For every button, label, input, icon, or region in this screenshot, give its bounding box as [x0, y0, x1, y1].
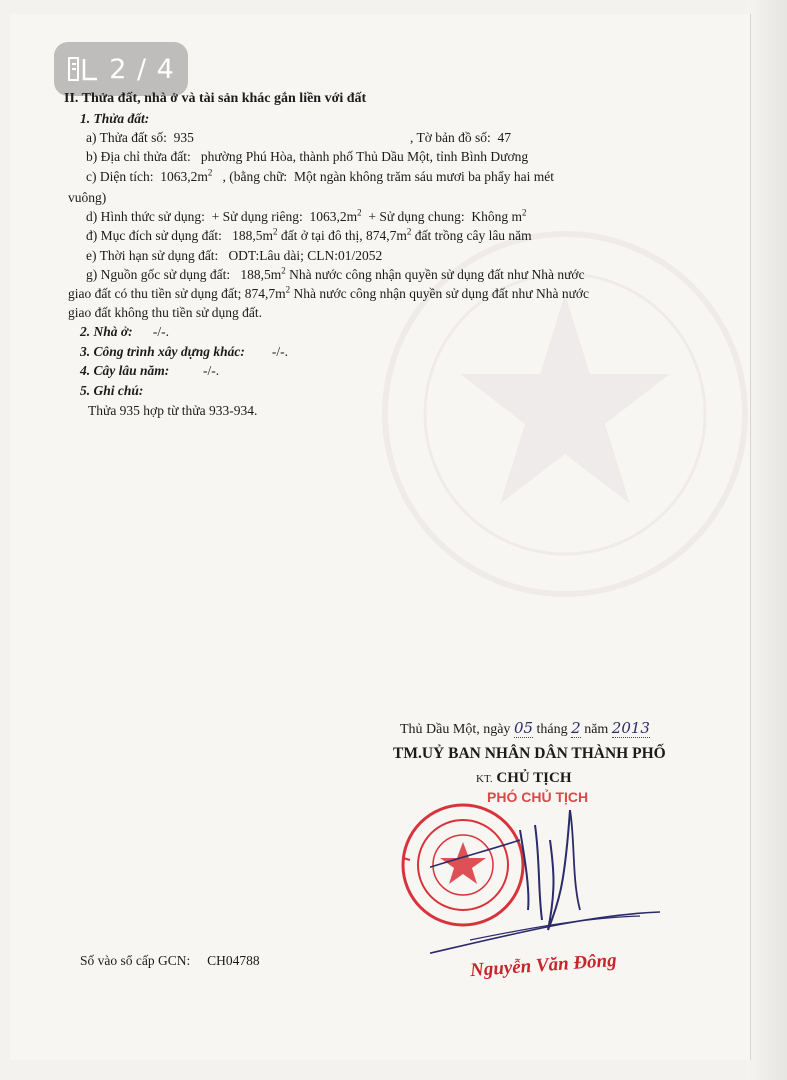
usage-term-row: e) Thời hạn sử dụng đất: ODT:Lâu dài; CLN:01/2052: [86, 248, 383, 263]
house-row: 2. Nhà ở: -/-.: [80, 324, 169, 339]
signer-role: KT. CHỦ TỊCH: [476, 770, 572, 786]
notes-value: Thửa 935 hợp từ thửa 933-934.: [88, 403, 258, 418]
notes-label: 5. Ghi chú:: [80, 383, 144, 398]
page-number: 2 / 4: [109, 53, 175, 85]
section-heading: II. Thửa đất, nhà ở và tài sản khác gắn liền với đất: [64, 91, 367, 106]
book-icon: [67, 55, 101, 83]
issuing-authority: TM.UỶ BAN NHÂN DÂN THÀNH PHỐ: [393, 745, 666, 762]
usage-purpose-row: đ) Mục đích sử dụng đất: $188,5m^2$ đất ở tại đô thị, $874,7m^2$ đất trồng cây lâu năm: [86, 226, 532, 243]
registry-number: Số vào sổ cấp GCN: CH04788: [80, 953, 260, 968]
signing-date: Thủ Dầu Một, ngày 05 tháng 2 năm 2013: [400, 719, 650, 737]
parcel-heading: 1. Thửa đất:: [80, 111, 150, 126]
origin-row-3: giao đất không thu tiền sử dụng đất.: [68, 305, 263, 320]
origin-row-2: giao đất có thu tiền sử dụng đất; $874,7m^2$ Nhà nước công nhận quyền sử dụng đất như Nhà nước: [68, 284, 590, 301]
address-row: b) Địa chỉ thửa đất: phường Phú Hòa, thành phố Thủ Dầu Một, tỉnh Bình Dương: [86, 149, 529, 164]
parcel-number-row: a) Thửa đất số: 935: [86, 130, 194, 145]
signature-icon: [430, 800, 670, 970]
construction-row: 3. Công trình xây dựng khác: -/-.: [80, 344, 288, 359]
area-row-cont: vuông): [68, 190, 107, 205]
deputy-stamp-text: PHÓ CHỦ TỊCH: [487, 789, 589, 805]
origin-row: g) Nguồn gốc sử dụng đất: $188,5m^2$ Nhà nước công nhận quyền sử dụng đất như Nhà nước: [86, 265, 585, 282]
page-indicator[interactable]: [54, 42, 188, 96]
signer-name: Nguyễn Văn Đông: [469, 949, 618, 982]
area-row: c) Diện tích: $1063,2m^2$ , (bằng chữ: Một ngàn không trăm sáu mươi ba phẩy hai mét: [86, 167, 554, 184]
usage-form-row: d) Hình thức sử dụng: + Sử dụng riêng: $1063,2m^2$ + Sử dụng chung: Không $m^2$: [86, 207, 527, 224]
trees-row: 4. Cây lâu năm: -/-.: [80, 363, 220, 378]
map-sheet-row: , Tờ bản đồ số: 47: [410, 130, 512, 145]
